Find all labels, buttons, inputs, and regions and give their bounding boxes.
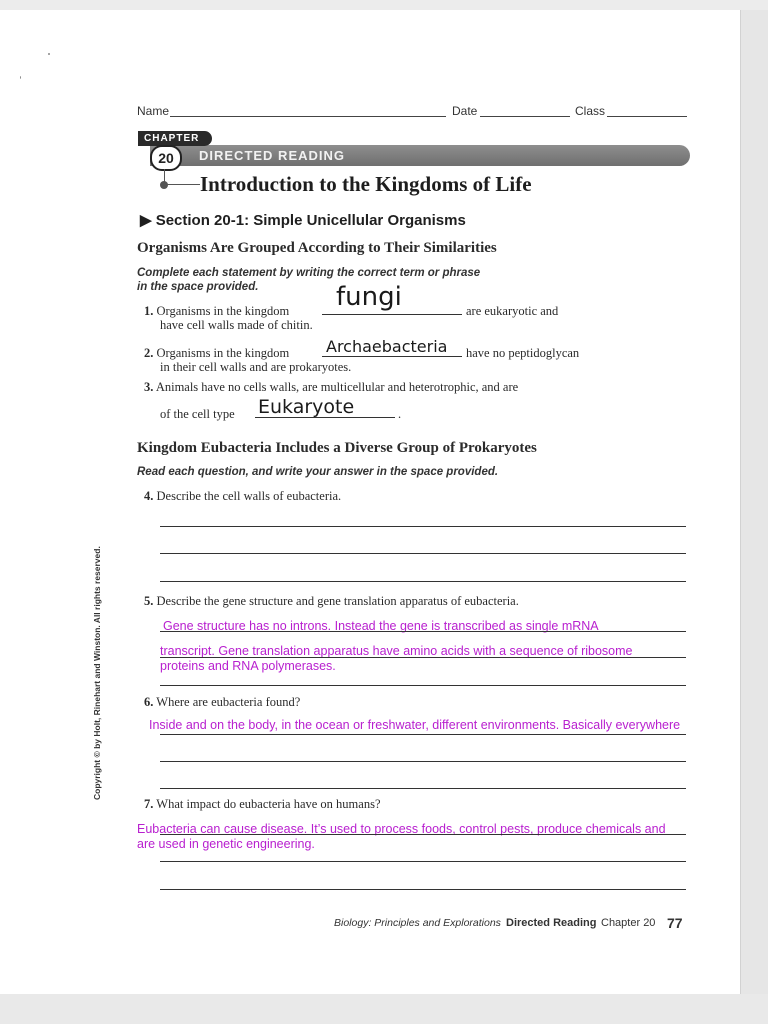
question-2	[144, 346, 289, 361]
banner-label: DIRECTED READING	[199, 148, 346, 163]
name-field[interactable]	[170, 102, 446, 117]
title-leader-line	[166, 184, 200, 185]
footer-chapter: Chapter 20	[601, 917, 656, 929]
question-1-handwritten-answer: fungi	[336, 282, 402, 312]
question-5-answer-line[interactable]	[160, 657, 686, 658]
question-7-answer-line[interactable]	[160, 889, 686, 890]
subhead-grouping: Organisms Are Grouped According to Their Similarities	[137, 240, 497, 256]
question-3-number: 3.	[144, 380, 154, 394]
question-7	[144, 797, 381, 812]
scan-speck	[48, 53, 50, 55]
question-2-text-b: have no peptidoglycan	[466, 346, 580, 360]
question-5-answer-line-3: proteins and RNA polymerases.	[160, 659, 336, 673]
instructions-eubacteria: Read each question, and write your answer in the space provided.	[137, 466, 499, 478]
question-4-answer-line[interactable]	[160, 553, 686, 554]
question-2-handwritten-answer: Archaebacteria	[326, 337, 448, 356]
class-label: Class	[575, 104, 606, 118]
question-5-answer-line-2: transcript. Gene translation apparatus have amino acids with a sequence of ribosome	[160, 644, 633, 658]
question-6-answer-line[interactable]	[160, 761, 686, 762]
scan-speck	[20, 76, 21, 79]
question-5-answer-line[interactable]	[160, 685, 686, 686]
question-1-text-a: Organisms in the kingdom	[156, 304, 290, 318]
question-7-answer-line-2: are used in genetic engineering.	[137, 837, 315, 851]
page-number: 77	[667, 915, 683, 931]
question-2-number: 2.	[144, 346, 154, 360]
date-label: Date	[452, 104, 478, 118]
question-7-text: What impact do eubacteria have on humans?	[156, 797, 381, 811]
question-5-answer-line-1: Gene structure has no introns. Instead the gene is transcribed as single mRNA	[163, 619, 599, 633]
question-4-answer-line[interactable]	[160, 526, 686, 527]
question-5	[144, 594, 519, 609]
question-2-text-a: Organisms in the kingdom	[156, 346, 290, 360]
question-7-number: 7.	[144, 797, 154, 811]
date-field[interactable]	[480, 102, 570, 117]
question-4-number: 4.	[144, 489, 154, 503]
question-4-text: Describe the cell walls of eubacteria.	[156, 489, 342, 503]
instructions-line-1: Complete each statement by writing the correct term or phrase	[137, 267, 481, 279]
chapter-tab: CHAPTER	[138, 131, 212, 146]
question-7-answer-line-1: Eubacteria can cause disease. It’s used to process foods, control pests, produce chemicals and	[137, 822, 666, 836]
footer-book-title: Biology: Principles and Explorations	[334, 917, 501, 929]
question-6-answer-line[interactable]	[160, 734, 686, 735]
question-6-text: Where are eubacteria found?	[156, 695, 301, 709]
question-5-number: 5.	[144, 594, 154, 608]
question-6-answer-line[interactable]	[160, 788, 686, 789]
question-1-text-b: are eukaryotic and	[466, 304, 559, 318]
question-3	[144, 380, 518, 395]
class-field[interactable]	[607, 102, 687, 117]
question-6-answer-line-1: Inside and on the body, in the ocean or freshwater, different environments. Basically everywhere	[149, 718, 681, 732]
question-6	[144, 695, 300, 710]
question-6-number: 6.	[144, 695, 154, 709]
question-5-answer-line[interactable]	[160, 631, 686, 632]
copyright-notice: Copyright © by Holt, Rinehart and Winston. All rights reserved.	[92, 546, 102, 800]
question-2-answer-line[interactable]	[322, 356, 462, 357]
chapter-number-badge: 20	[150, 145, 182, 171]
question-2-text-c: in their cell walls and are prokaryotes.	[160, 360, 352, 374]
name-label: Name	[137, 104, 170, 118]
section-heading: ▶ Section 20-1: Simple Unicellular Organisms	[140, 212, 466, 229]
question-1	[144, 304, 289, 319]
question-7-answer-line[interactable]	[160, 861, 686, 862]
footer-document-type: Directed Reading	[506, 917, 597, 929]
question-5-text: Describe the gene structure and gene translation apparatus of eubacteria.	[156, 594, 519, 608]
question-4-answer-line[interactable]	[160, 581, 686, 582]
question-1-text-c: have cell walls made of chitin.	[160, 318, 313, 332]
question-3-text-a: Animals have no cells walls, are multicellular and heterotrophic, and are	[155, 380, 519, 394]
title-bullet-dot	[160, 181, 168, 189]
question-1-answer-line[interactable]	[322, 314, 462, 315]
question-3-text-b: of the cell type	[160, 407, 235, 421]
scan-top-strip	[0, 0, 768, 10]
question-4	[144, 489, 341, 504]
instructions-line-2: in the space provided.	[137, 281, 259, 293]
subhead-eubacteria: Kingdom Eubacteria Includes a Diverse Group of Prokaryotes	[137, 440, 537, 456]
question-3-text-c: .	[398, 407, 402, 421]
page-title: Introduction to the Kingdoms of Life	[200, 172, 532, 196]
question-7-answer-line[interactable]	[160, 834, 686, 835]
question-3-handwritten-answer: Eukaryote	[258, 396, 355, 418]
question-1-number: 1.	[144, 304, 154, 318]
scan-bottom-strip	[0, 994, 768, 1024]
